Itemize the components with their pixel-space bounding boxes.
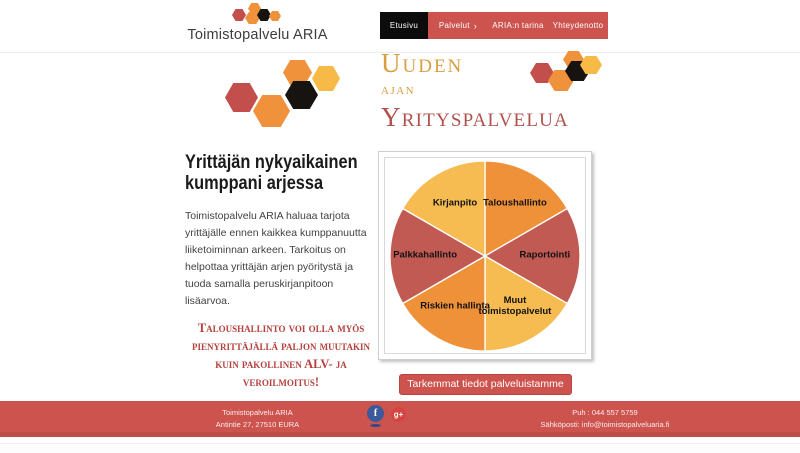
nav-item-palvelut[interactable] [428, 12, 488, 39]
hexagon-icon [312, 66, 340, 91]
footer-phone: Puh : 044 557 5759 [572, 408, 638, 417]
services-pie-chart [378, 151, 592, 360]
pie-chart-svg [390, 161, 580, 351]
nav-item-label: Yhteydenotto [552, 21, 604, 30]
pie-slice-label: Riskien hallinta [420, 300, 490, 312]
facebook-icon[interactable]: f [367, 405, 384, 422]
intro-heading: Yrittäjän nykyaikainen kumppani arjessa [185, 152, 358, 195]
pie-slice-label: Muut toimistopalvelut [478, 295, 552, 318]
header [0, 0, 800, 53]
hero-title-line1: Uuden [381, 48, 464, 78]
hero-title-line3: Yrityspalvelua [381, 102, 569, 132]
nav-item-label: Etusivu [389, 21, 419, 30]
footer-bottom-strip [0, 432, 800, 437]
hero-title-line2: ajan [381, 81, 416, 98]
footer-company-block [150, 407, 365, 430]
pie-slice-label: Palkkahallinto [393, 249, 458, 261]
footer-address: Antintie 27, 27510 EURA [215, 419, 300, 429]
nav-item-label: Palvelut [438, 21, 470, 30]
intro-quote: Taloushallinto voi olla myös pienyrittäjällä paljon muutakin kuin pakollinen ALV- ja veroilmoitus! [192, 320, 370, 389]
pie-slice-label: Raportointi [519, 249, 571, 261]
hexagon-icon [253, 95, 290, 127]
footer-email: Sähköposti: info@toimistopalveluaria.fi [540, 419, 670, 429]
services-details-button[interactable]: Tarkemmat tiedot palveluistamme [399, 374, 572, 395]
nav-item-yhteydenotto[interactable] [548, 12, 608, 39]
footer-contact-block [480, 407, 730, 430]
footer-social [367, 405, 406, 422]
pie-slice-label: Taloushallinto [483, 197, 547, 209]
logo-hexagon-icon [269, 11, 281, 21]
nav-item-arian-tarina[interactable] [488, 12, 548, 39]
hexagon-icon [285, 81, 318, 109]
chevron-right-icon: › [473, 20, 478, 31]
main-nav [380, 12, 608, 39]
intro-paragraph: Toimistopalvelu ARIA haluaa tarjota yrittäjälle ennen kaikkea kumppanuutta liiketoiminnan arkeen. Tarkoitus on helpottaa yrittäjän arjen pyöritystä ja tuoda samalla peruskirjanpitoon lisäarvoa. [185, 209, 367, 307]
page-bottom-strip [0, 443, 800, 453]
logo-text: Toimistopalvelu ARIA [187, 27, 328, 43]
hero-title [381, 50, 569, 131]
footer-company-name: Toimistopalvelu ARIA [222, 408, 293, 417]
site-logo[interactable] [185, 2, 330, 50]
pie-slice-label: Kirjanpito [432, 197, 478, 209]
hexagon-icon [225, 83, 258, 112]
pie-chart-frame [384, 157, 586, 354]
google-plus-icon[interactable]: g+ [391, 407, 406, 422]
intro-section [185, 152, 377, 391]
nav-item-etusivu[interactable] [380, 12, 428, 39]
pie-chart-area [390, 161, 580, 351]
nav-item-label: ARIA:n tarina [492, 21, 544, 30]
logo-hexagon-icon [232, 9, 246, 21]
footer [0, 401, 800, 437]
